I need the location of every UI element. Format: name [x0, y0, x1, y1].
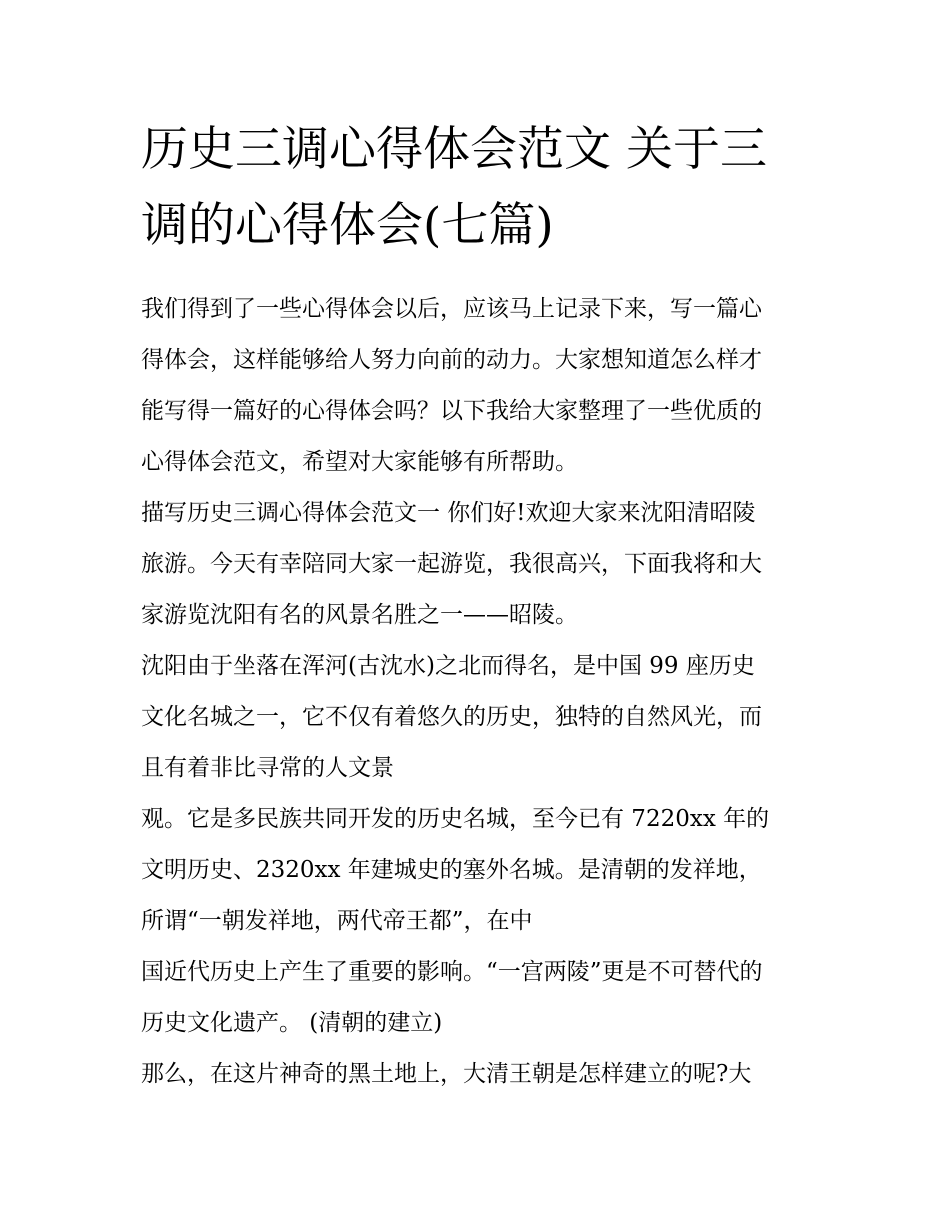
- body-line: 得体会，这样能够给人努力向前的动力。大家想知道怎么样才: [141, 347, 762, 373]
- body-line: 心得体会范文，希望对大家能够有所帮助。: [141, 449, 578, 475]
- document-title: [141, 112, 813, 264]
- body-line: 沈阳由于坐落在浑河(古沈水)之北而得名，是中国 99 座历史: [141, 653, 755, 679]
- body-line: 历史文化遗产。 (清朝的建立): [141, 1010, 443, 1036]
- title-line: 调的心得体会(七篇): [141, 198, 554, 253]
- body-line: 能写得一篇好的心得体会吗？以下我给大家整理了一些优质的: [141, 398, 762, 424]
- body-line: 所谓“一朝发祥地，两代帝王都”，在中: [141, 908, 533, 934]
- body-line: 国近代历史上产生了重要的影响。“一宫两陵”更是不可替代的: [141, 959, 763, 985]
- body-line: 那么，在这片神奇的黑土地上，大清王朝是怎样建立的呢?大: [141, 1061, 752, 1087]
- body-line: 我们得到了一些心得体会以后，应该马上记录下来，写一篇心: [141, 296, 762, 322]
- document-body: [141, 284, 813, 1100]
- body-line: 描写历史三调心得体会范文一 你们好!欢迎大家来沈阳清昭陵: [141, 500, 756, 526]
- title-line: 历史三调心得体会范文 关于三: [141, 122, 767, 177]
- body-line: 且有着非比寻常的人文景: [141, 755, 394, 781]
- body-line: 家游览沈阳有名的风景名胜之一——昭陵。: [141, 602, 578, 628]
- body-line: 文化名城之一，它不仅有着悠久的历史，独特的自然风光，而: [141, 704, 762, 730]
- body-line: 观。它是多民族共同开发的历史名城，至今已有 7220xx 年的: [141, 806, 770, 832]
- body-line: 旅游。今天有幸陪同大家一起游览，我很高兴，下面我将和大: [141, 551, 762, 577]
- document-content: [141, 112, 813, 1100]
- body-line: 文明历史、2320xx 年建城史的塞外名城。是清朝的发祥地，: [141, 857, 762, 883]
